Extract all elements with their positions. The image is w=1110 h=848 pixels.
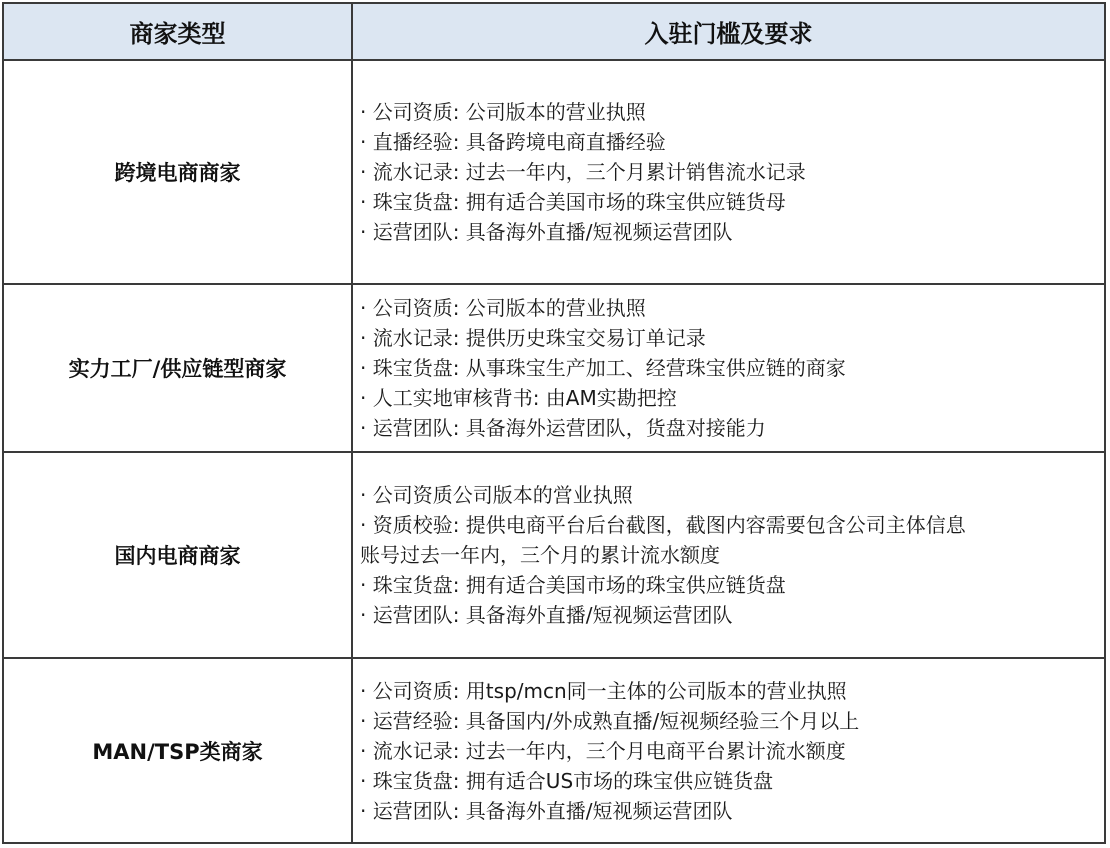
requirement-line: · 运营团队: 具备海外运营团队，货盘对接能力: [360, 416, 766, 440]
header-entry-requirements: 入驻门槛及要求: [644, 20, 813, 48]
requirement-line: · 珠宝货盘: 拥有适合美国市场的珠宝供应链货盘: [360, 573, 786, 597]
table-row: [4, 61, 1104, 285]
merchant-type-cell: 跨境电商商家: [114, 161, 241, 185]
merchant-type-cell: 国内电商商家: [114, 544, 241, 568]
requirement-line: · 资质校验: 提供电商平台后台截图，截图内容需要包含公司主体信息: [360, 513, 966, 537]
table-row: [4, 659, 1104, 842]
requirement-line: · 运营团队: 具备海外直播/短视频运营团队: [360, 220, 733, 244]
requirements-cell: [360, 285, 1100, 451]
merchant-type-cell: 实力工厂/供应链型商家: [68, 357, 287, 381]
requirement-line: · 运营团队: 具备海外直播/短视频运营团队: [360, 603, 733, 627]
requirement-line: · 人工实地审核背书: 由AM实勘把控: [360, 386, 677, 410]
table-header: [4, 4, 1104, 61]
merchant-requirements-table: [2, 2, 1106, 844]
requirements-cell: [360, 659, 1100, 842]
requirements-cell: [360, 61, 1100, 283]
requirement-line: · 珠宝货盘: 拥有适合US市场的珠宝供应链货盘: [360, 768, 774, 793]
requirement-line: · 运营团队: 具备海外直播/短视频运营团队: [360, 798, 733, 823]
requirement-line: · 流水记录: 过去一年内，三个月累计销售流水记录: [360, 160, 806, 184]
header-merchant-type: 商家类型: [129, 20, 226, 48]
requirement-line: · 运营经验: 具备国内/外成熟直播/短视频经验三个月以上: [360, 708, 860, 733]
requirement-line: · 珠宝货盘: 从事珠宝生产加工、经营珠宝供应链的商家: [360, 356, 846, 380]
table-row: [4, 453, 1104, 659]
requirements-cell: [360, 453, 1100, 657]
column-divider: [351, 4, 353, 842]
table-row: [4, 285, 1104, 453]
requirement-line: · 公司资质: 公司版本的营业执照: [360, 100, 646, 124]
requirement-line: · 直播经验: 具备跨境电商直播经验: [360, 130, 666, 154]
merchant-type-cell: MAN/TSP类商家: [92, 739, 263, 764]
requirement-line: · 流水记录: 过去一年内，三个月电商平台累计流水额度: [360, 738, 846, 763]
requirement-line: · 公司资质: 用tsp/mcn同一主体的公司版本的营业执照: [360, 678, 847, 703]
requirement-line: · 公司资质公司版本的営业执照: [360, 483, 633, 507]
requirement-line: 账号过去一年内，三个月的累计流水额度: [360, 543, 720, 567]
requirement-line: · 珠宝货盘: 拥有适合美国市场的珠宝供应链货母: [360, 190, 786, 214]
requirement-line: · 流水记录: 提供历史珠宝交易订单记录: [360, 326, 706, 350]
requirement-line: · 公司资质: 公司版本的营业执照: [360, 296, 646, 320]
